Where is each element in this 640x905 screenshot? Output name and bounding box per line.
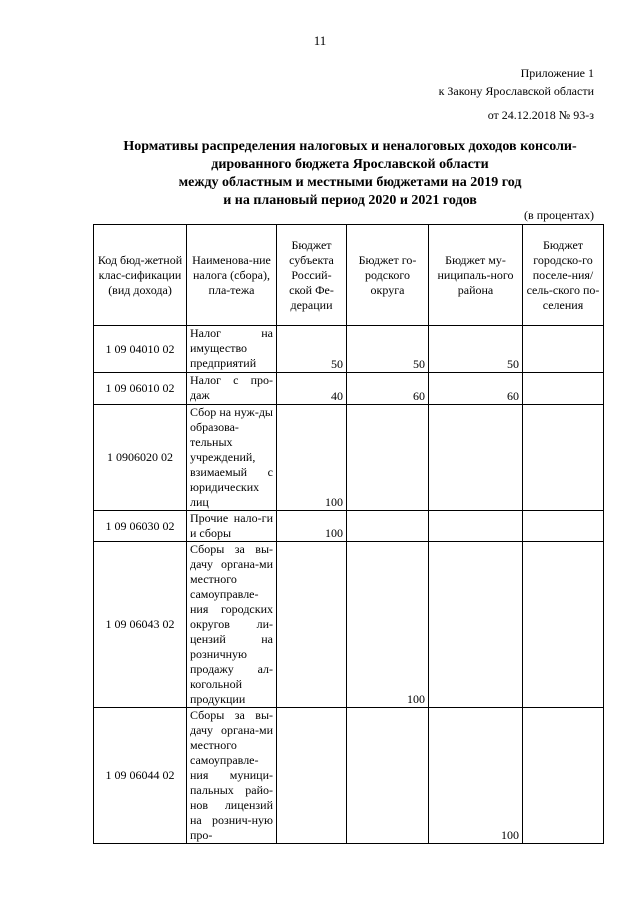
header-subject-budget: Бюджет субъекта Россий-ской Фе-дерации bbox=[277, 225, 347, 326]
table-row bbox=[94, 708, 604, 844]
row-city-value bbox=[347, 708, 429, 844]
header-name: Наименова-ние налога (сбора), пла-тежа bbox=[187, 225, 277, 326]
row-district-value: 50 bbox=[429, 326, 523, 373]
row-city-value bbox=[347, 405, 429, 511]
row-name: Сборы за вы-дачу органа-ми местного самоуправле-ния муници-пальных райо-нов лицензий на рознич-ную про- bbox=[187, 708, 277, 844]
row-code: 1 09 04010 02 bbox=[94, 326, 187, 373]
header-city-budget: Бюджет го-родского округа bbox=[347, 225, 429, 326]
distribution-table bbox=[93, 224, 604, 844]
row-settlement-value bbox=[523, 405, 604, 511]
row-settlement-value bbox=[523, 708, 604, 844]
title-line-2: дированного бюджета Ярославской области bbox=[211, 157, 489, 172]
units-note: (в процентах) bbox=[524, 208, 594, 222]
row-subject-value bbox=[277, 708, 347, 844]
appendix-label: Приложение 1 bbox=[520, 66, 594, 80]
row-city-value: 60 bbox=[347, 373, 429, 405]
table-row bbox=[94, 511, 604, 542]
title-line-3: между областным и местными бюджетами на 2019 год bbox=[178, 175, 522, 190]
document-title bbox=[90, 138, 610, 210]
row-district-value bbox=[429, 542, 523, 708]
row-name: Сборы за вы-дачу органа-ми местного самоуправле-ния городских округов ли-цензий на розничную продажу ал-когольной продукции bbox=[187, 542, 277, 708]
table-row bbox=[94, 405, 604, 511]
row-subject-value: 100 bbox=[277, 405, 347, 511]
row-subject-value: 50 bbox=[277, 326, 347, 373]
row-code: 1 0906020 02 bbox=[94, 405, 187, 511]
row-district-value: 100 bbox=[429, 708, 523, 844]
header-code: Код бюд-жетной клас-сификации (вид дохода) bbox=[94, 225, 187, 326]
table-row bbox=[94, 373, 604, 405]
row-name: Налог с про-даж bbox=[187, 373, 277, 405]
header-district-budget: Бюджет му-ниципаль-ного района bbox=[429, 225, 523, 326]
page-number: 11 bbox=[313, 33, 327, 48]
row-district-value: 60 bbox=[429, 373, 523, 405]
table-header-row bbox=[94, 225, 604, 326]
row-name: Сбор на нуж-ды образова-тельных учреждений, взимаемый с юридических лиц bbox=[187, 405, 277, 511]
row-code: 1 09 06043 02 bbox=[94, 542, 187, 708]
row-settlement-value bbox=[523, 542, 604, 708]
title-line-4: и на плановый период 2020 и 2021 годов bbox=[223, 193, 477, 208]
header-settlement-budget: Бюджет городско-го поселе-ния/ сель-ского по-селения bbox=[523, 225, 604, 326]
row-subject-value bbox=[277, 542, 347, 708]
row-city-value bbox=[347, 511, 429, 542]
row-district-value bbox=[429, 405, 523, 511]
row-code: 1 09 06030 02 bbox=[94, 511, 187, 542]
row-settlement-value bbox=[523, 511, 604, 542]
title-line-1: Нормативы распределения налоговых и неналоговых доходов консоли- bbox=[123, 139, 577, 154]
row-settlement-value bbox=[523, 326, 604, 373]
row-code: 1 09 06010 02 bbox=[94, 373, 187, 405]
table-row bbox=[94, 542, 604, 708]
appendix-date: от 24.12.2018 № 93-з bbox=[487, 108, 594, 122]
row-subject-value: 40 bbox=[277, 373, 347, 405]
row-settlement-value bbox=[523, 373, 604, 405]
row-name: Прочие нало-ги и сборы bbox=[187, 511, 277, 542]
row-district-value bbox=[429, 511, 523, 542]
row-name: Налог на имущество предприятий bbox=[187, 326, 277, 373]
appendix-law: к Закону Ярославской области bbox=[438, 84, 594, 98]
row-code: 1 09 06044 02 bbox=[94, 708, 187, 844]
row-subject-value: 100 bbox=[277, 511, 347, 542]
row-city-value: 100 bbox=[347, 542, 429, 708]
row-city-value: 50 bbox=[347, 326, 429, 373]
table-row bbox=[94, 326, 604, 373]
